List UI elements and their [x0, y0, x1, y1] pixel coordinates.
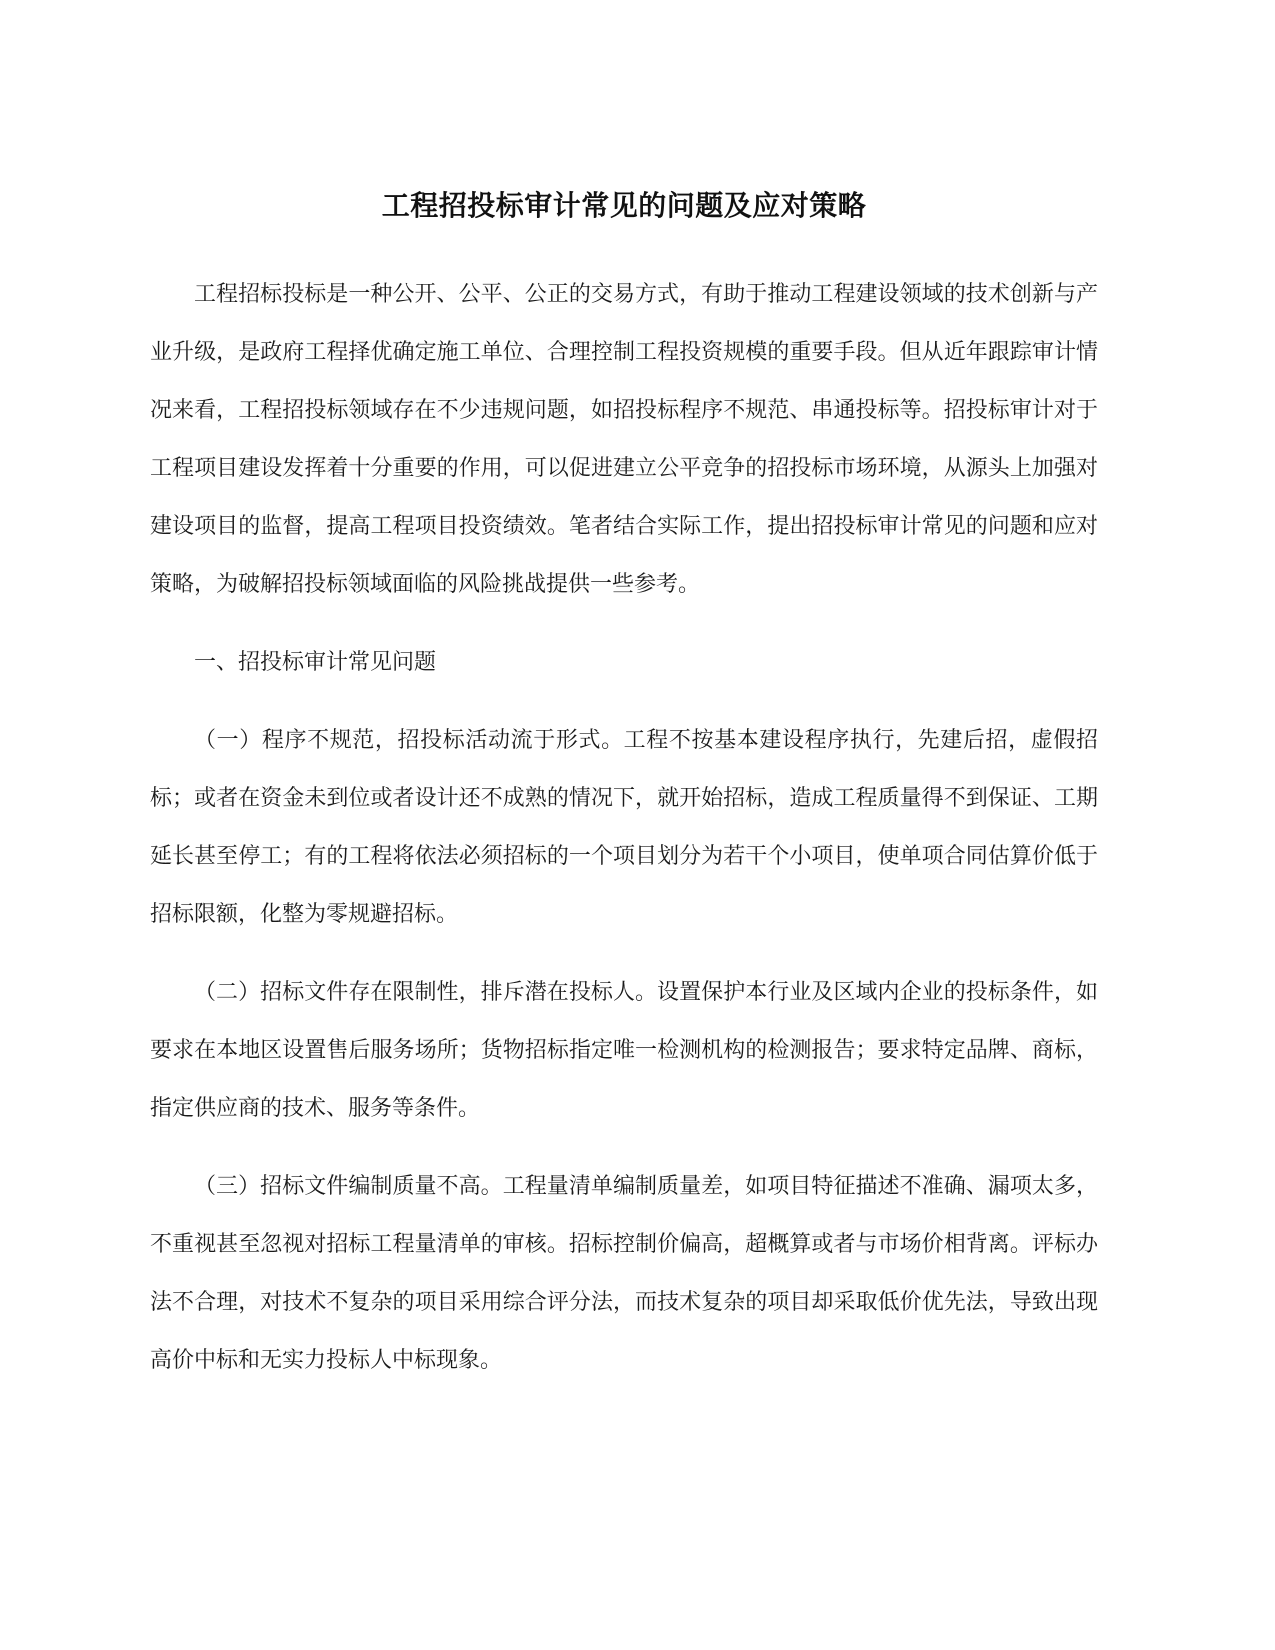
- problem-paragraph-3: （三）招标文件编制质量不高。工程量清单编制质量差，如项目特征描述不准确、漏项太多，不重视甚至忽视对招标工程量清单的审核。招标控制价偏高，超概算或者与市场价相背离。评标办法不合理，对技术不复杂的项目采用综合评分法，而技术复杂的项目却采取低价优先法，导致出现高价中标和无实力投标人中标现象。: [150, 1174, 1098, 1373]
- problem-paragraph-2: （二）招标文件存在限制性，排斥潜在投标人。设置保护本行业及区域内企业的投标条件，如要求在本地区设置售后服务场所；货物招标指定唯一检测机构的检测报告；要求特定品牌、商标，指定供应商的技术、服务等条件。: [150, 980, 1098, 1121]
- document-title: 工程招投标审计常见的问题及应对策略: [381, 189, 867, 222]
- document-body: [150, 266, 1098, 1410]
- problem-paragraph-1: （一）程序不规范，招投标活动流于形式。工程不按基本建设程序执行，先建后招，虚假招标；或者在资金未到位或者设计还不成熟的情况下，就开始招标，造成工程质量得不到保证、工期延长甚至停工；有的工程将依法必须招标的一个项目划分为若干个小项目，使单项合同估算价低于招标限额，化整为零规避招标。: [150, 728, 1098, 927]
- section-heading: 一、招投标审计常见问题: [194, 650, 437, 675]
- intro-paragraph: 工程招标投标是一种公开、公平、公正的交易方式，有助于推动工程建设领域的技术创新与产业升级，是政府工程择优确定施工单位、合理控制工程投资规模的重要手段。但从近年跟踪审计情况来看，工程招投标领域存在不少违规问题，如招投标程序不规范、串通投标等。招投标审计对于工程项目建设发挥着十分重要的作用，可以促进建立公平竞争的招投标市场环境，从源头上加强对建设项目的监督，提高工程项目投资绩效。笔者结合实际工作，提出招投标审计常见的问题和应对策略，为破解招投标领域面临的风险挑战提供一些参考。: [150, 282, 1098, 597]
